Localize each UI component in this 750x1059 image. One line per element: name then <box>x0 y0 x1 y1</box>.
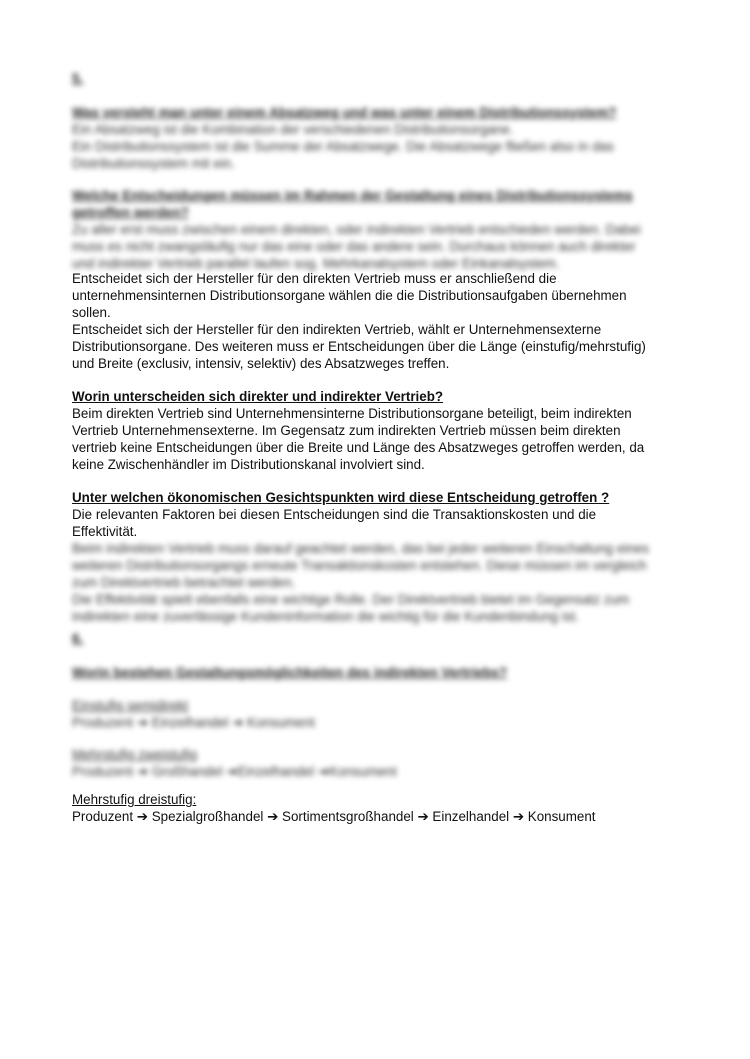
distribution-level-label: Mehrstufig zweistufig <box>72 747 198 762</box>
answer-4-line: indirekten eine zuverlässige Kundeninformation die wichtig für die Kundenbindung ist. <box>72 609 579 624</box>
distribution-chain: Produzent ➔ Einzelhandel ➔ Konsument <box>72 715 315 730</box>
question-3: Worin unterscheiden sich direkter und indirekter Vertrieb? <box>72 389 444 404</box>
answer-4-line: Die relevanten Faktoren bei diesen Entscheidungen sind die Transaktionskosten und die <box>72 507 597 522</box>
answer-2-line: und indirekter Vertrieb parallel laufen sog. Mehrkanalsystem oder Einkanalsystem. <box>72 256 560 271</box>
answer-1-line: Ein Distributionssystem ist die Summe der Absatzwege. Die Absatzwege fließen also in das <box>72 139 614 154</box>
answer-4-line: Die Effektivität spielt ebenfalls eine wichtige Rolle. Der Direktvertrieb bietet im Gegensatz zum <box>72 592 630 607</box>
answer-1-line: Ein Absatzweg ist die Kombination der verschiedenen Distributionsorgane. <box>72 122 514 137</box>
answer-2-line: Zu aller erst muss zwischen einem direkten, oder indirekten Vertrieb entschieden werden. Dabei <box>72 222 641 237</box>
question-2: getroffen werden? <box>72 205 189 220</box>
answer-3-line: Vertrieb Unternehmensexterne. Im Gegensatz zum indirekten Vertrieb müssen beim direkten <box>72 423 621 438</box>
answer-4-line: Effektivität. <box>72 524 138 539</box>
section-number: 6. <box>72 631 84 646</box>
answer-2-line: unternehmensinternen Distributionsorgane wählen die die Distributionsaufgaben übernehmen <box>72 288 627 303</box>
section-number: 5. <box>72 71 84 86</box>
distribution-chain: Produzent ➔ Spezialgroßhandel ➔ Sortimentsgroßhandel ➔ Einzelhandel ➔ Konsument <box>72 809 596 824</box>
answer-2-line: Entscheidet sich der Hersteller für den indirekten Vertrieb, wählt er Unternehmensexterne <box>72 322 602 337</box>
answer-2-line: und Breite (exclusiv, intensiv, selektiv) des Absatzweges treffen. <box>72 356 450 371</box>
distribution-level-label: Mehrstufig dreistufig: <box>72 792 197 807</box>
distribution-chain: Produzent ➔ Großhandel ➔Einzelhandel ➔Konsument <box>72 764 397 779</box>
answer-3-line: keine Zwischenhändler im Distributionskanal involviert sind. <box>72 457 425 472</box>
answer-2-line: sollen. <box>72 305 111 320</box>
question-4: Unter welchen ökonomischen Gesichtspunkten wird diese Entscheidung getroffen ? <box>72 490 610 505</box>
answer-1-line: Distributionssystem mit ein. <box>72 156 235 171</box>
answer-2-line: Distributionsorgane. Des weiteren muss er Entscheidungen über die Länge (einstufig/mehrstufig) <box>72 339 646 354</box>
answer-3-line: Beim direkten Vertrieb sind Unternehmensinterne Distributionsorgane beteiligt, beim indirekten <box>72 406 632 421</box>
answer-2-line: muss es nicht zwangsläufig nur das eine oder das andere sein. Durchaus können auch direkter <box>72 239 636 254</box>
question-2: Welche Entscheidungen müssen im Rahmen der Gestaltung eines Distributionssystems <box>72 188 633 203</box>
distribution-level-label: Einstufig semidirekt <box>72 698 189 713</box>
answer-2-line: Entscheidet sich der Hersteller für den direkten Vertrieb muss er anschließend die <box>72 271 557 286</box>
question-1: Was versteht man unter einem Absatzweg und was unter einem Distributionssystem? <box>72 105 617 120</box>
question-5: Worin bestehen Gestaltungsmöglichkeiten des indirekten Vertriebs? <box>72 665 508 680</box>
answer-4-line: Beim indirekten Vertrieb muss darauf geachtet werden, das bei jeder weiteren Einschaltung eines <box>72 541 649 556</box>
answer-3-line: vertrieb keine Entscheidungen über die Breite und Länge des Absatzweges getroffen werden, da <box>72 440 645 455</box>
answer-4-line: zum Direktvertrieb betrachtet werden. <box>72 575 296 590</box>
answer-4-line: weiteren Distributionsorgangs erneute Transaktionskosten entstehen. Diese müssen im vergleich <box>72 558 647 573</box>
